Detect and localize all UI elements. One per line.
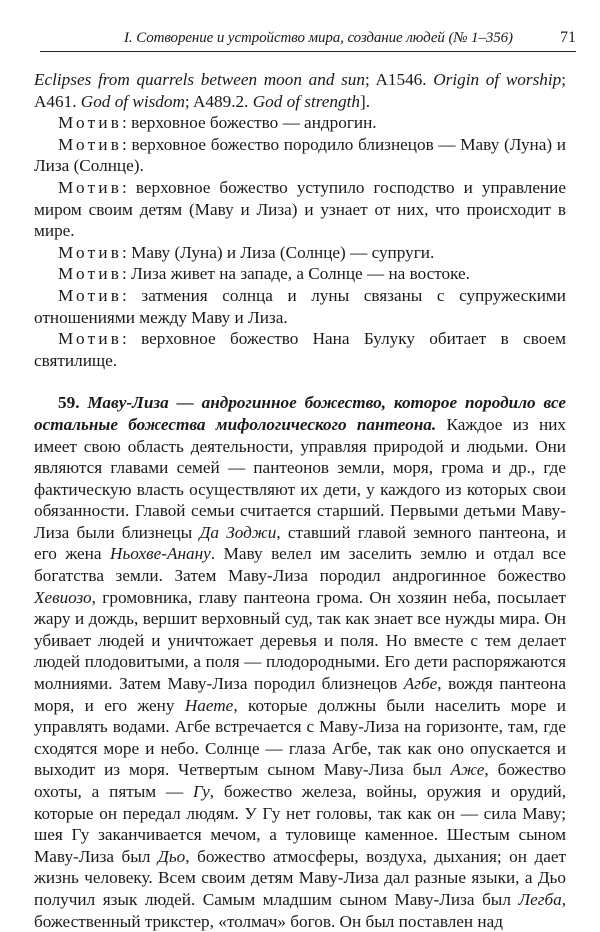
motif-label: Мотив (58, 285, 123, 305)
page-body (34, 69, 566, 932)
motif-index-references: Eclipses from quarrels between moon and sun; A1546. Origin of worship; A461. God of wisdom; A489.2. God of strength]. (34, 70, 566, 111)
section-gap (34, 371, 566, 392)
motif-line: Мотив: верховное божество уступило господство и управление миром своим детям (Маву и Лиза) и узнает от них, что происходит в мире. (34, 177, 566, 241)
motif-line: Мотив: Маву (Луна) и Лиза (Солнце) — супруги. (58, 242, 435, 262)
running-title: I. Сотворение и устройство мира, создание людей (№ 1–356) (124, 30, 513, 46)
motif-label: Мотив (58, 177, 123, 197)
entry-number: 59. (58, 393, 80, 413)
motif-label: Мотив (58, 264, 123, 284)
header-rule (40, 51, 576, 52)
motif-line: Мотив: верховное божество породило близнецов — Маву (Луна) и Лиза (Солнце). (34, 134, 566, 176)
motif-line: Мотив: верховное божество — андрогин. (58, 113, 377, 133)
entry-heading: Маву-Лиза — андрогинное божество, которое породило все остальные божества мифологического пантеона. (34, 393, 566, 434)
running-header (40, 24, 576, 52)
motif-line: Мотив: верховное божество Нана Булуку обитает в своем святилище. (34, 329, 566, 370)
motif-line: Мотив: затмения солнца и луны связаны с супружескими отношениями между Маву и Лиза. (34, 285, 566, 327)
motif-label: Мотив (58, 134, 123, 154)
motif-line: Мотив: Лиза живет на западе, а Солнце — на востоке. (58, 264, 470, 284)
entry-59: 59. Маву-Лиза — андрогинное божество, которое породило все остальные божества мифологического пантеона. Каждое из них имеет свою область деятельности, управляя природой и людьми. Они являются главами семей — пантеонов земли, моря, грома и др., где фактическую власть осуществляют их дети, у каждого из которых свои обязанности. Главой семьи считается старший. Первыми детьми Маву-Лиза были близнецы Да Зоджи, ставший главой земного пантеона, и его жена Ньохве-Анану. Маву велел им заселить землю и отдал все богатства земли. Затем Маву-Лиза породил андрогинное божество Хевиозо, громовника, главу пантеона грома. Он хозяин неба, посылает жару и дождь, вершит верховный суд, так как знает все нужды мира. Он убивает людей и уничтожает деревья и поля. Но вместе с тем делает людей плодовитыми, а поля — плодородными. Его дети распоряжаются молниями. Затем Маву-Лиза породил близнецов Агбе, вождя пантеона моря, и его жену Наете, которые должны были населить море и управлять водами. Агбе встречается с Маву-Лиза на горизонте, там, где сходятся море и небо. Солнце — глаза Агбе, так как оно опускается и выходит из моря. Четвертым сыном Маву-Лиза был Аже, божество охоты, а пятым — Гу, божество железа, войны, оружия и орудий, которые он передал людям. У Гу нет головы, так как он — сила Маву; шея Гу заканчивается мечом, а туловище каменное. Шестым сыном Маву-Лиза был Дьо, божество атмосферы, воздуха, дыхания; он дает жизнь человеку. Всем своим детям Маву-Лиза дал разные языки, а Дьо получил язык людей. Самым младшим сыном Маву-Лиза был Легба, божественный трикстер, «толмач» богов. Он был поставлен над (34, 393, 567, 931)
page-number: 71 (560, 29, 576, 46)
motif-label: Мотив (58, 329, 123, 349)
motif-label: Мотив (58, 242, 123, 262)
motif-label: Мотив (58, 113, 123, 133)
